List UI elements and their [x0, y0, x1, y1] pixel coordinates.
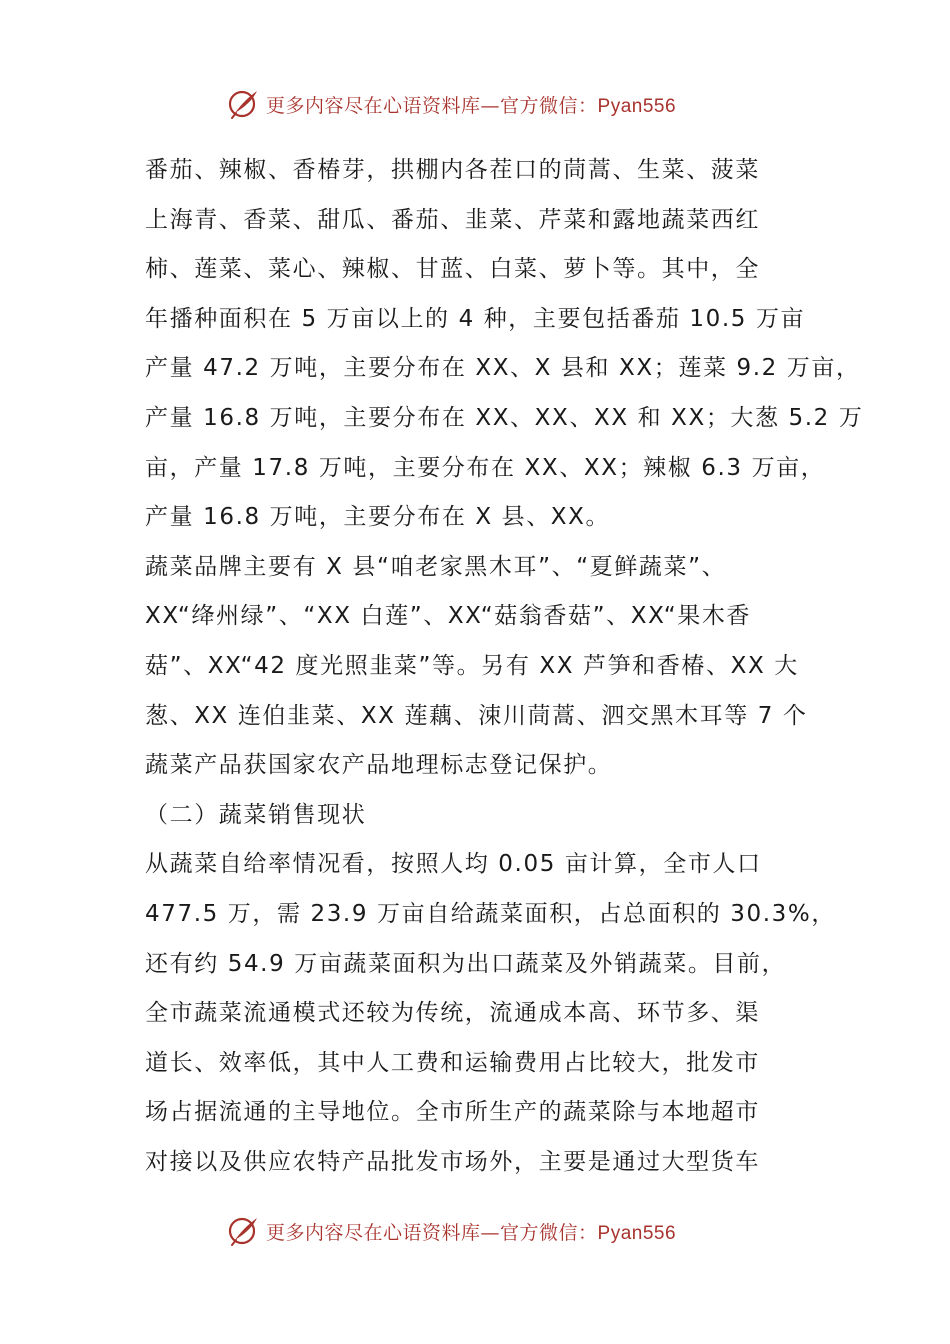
footer-watermark [226, 1211, 676, 1251]
text-line: 年播种面积在 5 万亩以上的 4 种，主要包括番茄 10.5 万亩 [145, 305, 806, 332]
text-line: 对接以及供应农特产品批发市场外，主要是通过大型货车 [145, 1148, 760, 1175]
text-line: XX“绛州绿”、“XX 白莲”、XX“菇翁香菇”、XX“果木香 [145, 603, 752, 630]
watermark-account: Pyan556 [597, 95, 677, 117]
text-line: 产量 47.2 万吨，主要分布在 XX、X 县和 XX；莲菜 9.2 万亩， [145, 355, 861, 382]
document-body [145, 146, 864, 1187]
text-line: 上海青、香菜、甜瓜、番茄、韭菜、芹菜和露地蔬菜西红 [145, 206, 760, 233]
text-line: 蔬菜产品获国家农产品地理标志登记保护。 [145, 752, 613, 779]
watermark-main: 更多内容尽在心语资料库 [266, 94, 481, 117]
text-line: 产量 16.8 万吨，主要分布在 XX、XX、XX 和 XX；大葱 5.2 万 [145, 404, 864, 431]
section-heading: （二）蔬菜销售现状 [145, 801, 367, 828]
text-line: 道长、效率低，其中人工费和运输费用占比较大，批发市 [145, 1049, 760, 1076]
watermark-label: 官方微信： [500, 1221, 598, 1244]
text-line: 从蔬菜自给率情况看，按照人均 0.05 亩计算，全市人口 [145, 851, 762, 878]
text-line: 葱、XX 连伯韭菜、XX 莲藕、涑川茼蒿、泗交黑木耳等 7 个 [145, 702, 808, 729]
text-line: 产量 16.8 万吨，主要分布在 X 县、XX。 [145, 504, 611, 531]
text-line: 蔬菜品牌主要有 X 县“咱老家黑木耳”、“夏鲜蔬菜”、 [145, 553, 727, 580]
watermark-text [266, 91, 676, 118]
text-line: 亩，产量 17.8 万吨，主要分布在 XX、XX；辣椒 6.3 万亩， [145, 454, 826, 481]
watermark-dash: — [480, 1221, 501, 1244]
watermark-text [266, 1218, 676, 1245]
text-line: 番茄、辣椒、香椿芽，拱棚内各茬口的茼蒿、生菜、菠菜 [145, 157, 760, 183]
text-line: 菇”、XX“42 度光照韭菜”等。另有 XX 芦笋和香椿、XX 大 [145, 652, 799, 679]
text-line: 全市蔬菜流通模式还较为传统，流通成本高、环节多、渠 [145, 1000, 760, 1027]
header-watermark [226, 84, 676, 124]
quill-logo-icon [226, 86, 262, 122]
watermark-main: 更多内容尽在心语资料库 [266, 1221, 481, 1244]
text-line: 柿、莲菜、菜心、辣椒、甘蓝、白菜、萝卜等。其中，全 [145, 256, 760, 283]
text-line: 场占据流通的主导地位。全市所生产的蔬菜除与本地超市 [145, 1099, 760, 1126]
text-line: 还有约 54.9 万亩蔬菜面积为出口蔬菜及外销蔬菜。目前， [145, 950, 787, 977]
quill-logo-icon [226, 1213, 262, 1249]
text-line: 477.5 万，需 23.9 万亩自给蔬菜面积，占总面积的 30.3%， [145, 900, 836, 927]
watermark-dash: — [480, 94, 501, 117]
watermark-account: Pyan556 [597, 1222, 677, 1244]
watermark-label: 官方微信： [500, 94, 598, 117]
